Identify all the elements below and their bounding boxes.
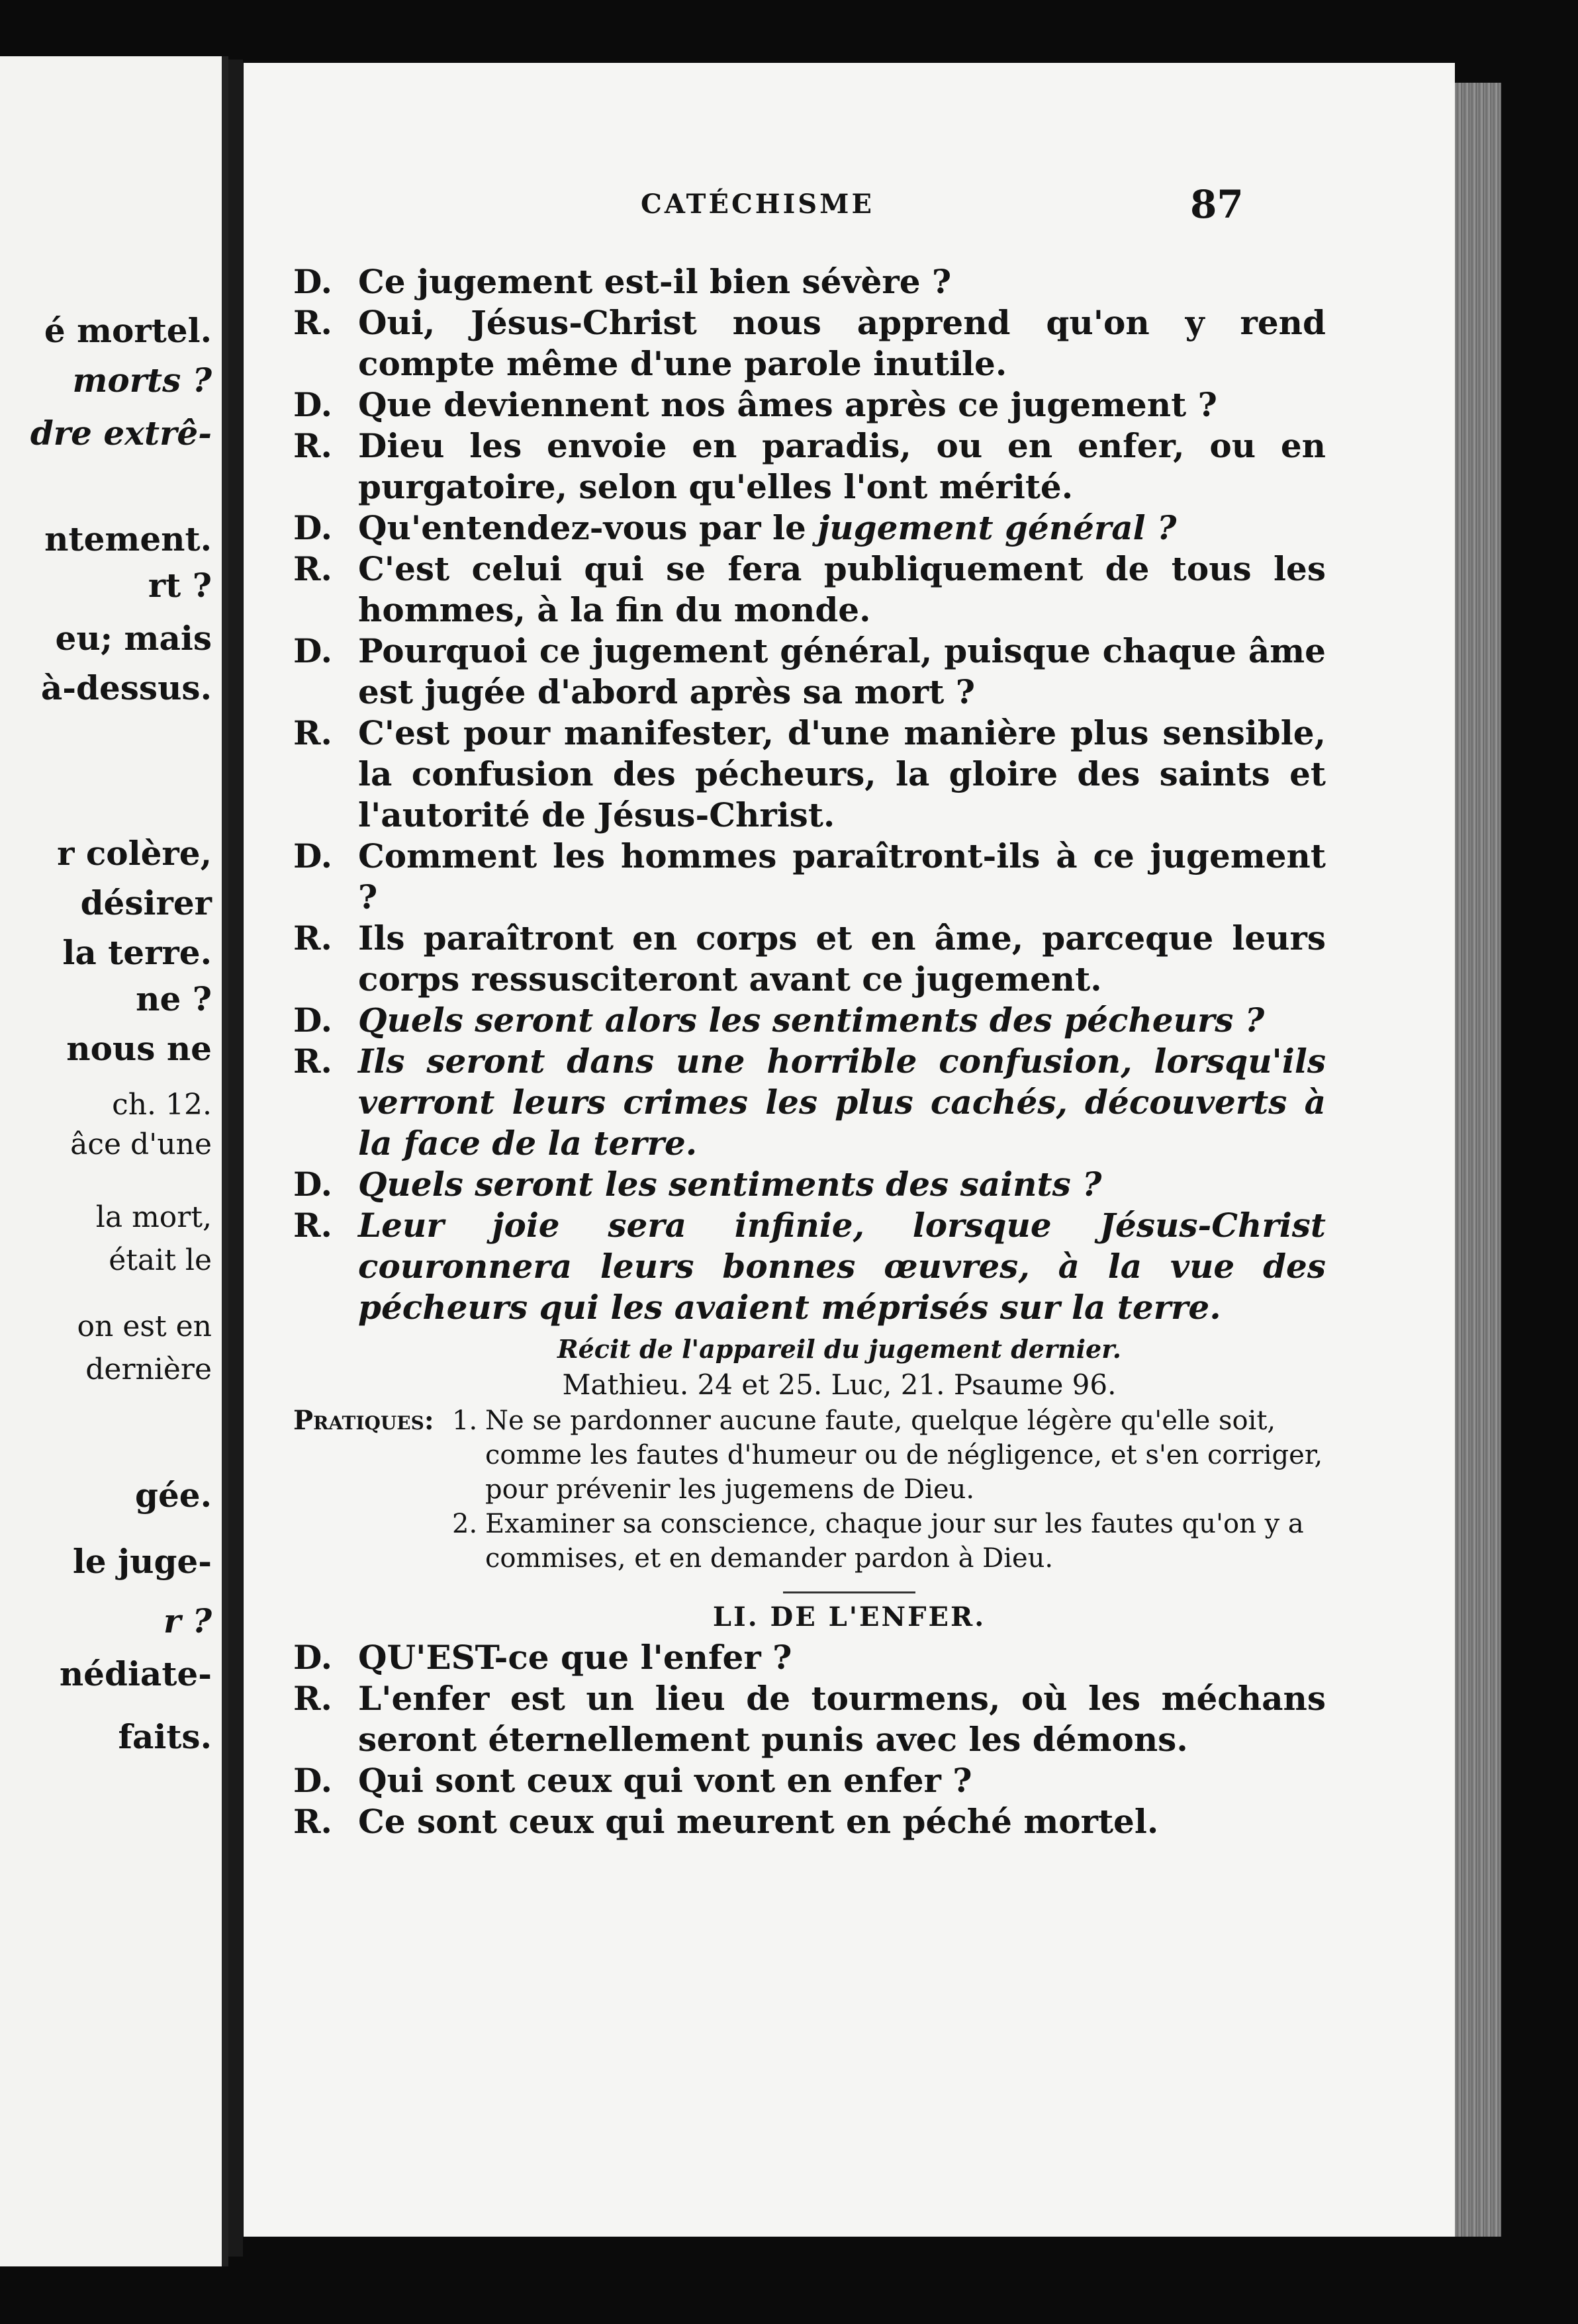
left-page-line: la terre. — [62, 933, 212, 972]
left-page-line: eu; mais — [55, 619, 212, 658]
left-page-line: dernière — [85, 1353, 212, 1386]
qa-item — [293, 918, 1326, 1000]
qa-text: Ils seront dans une horrible confusion, lorsqu'ils verront leurs crimes les plus cachés, découverts à la face de la terre. — [358, 1042, 1326, 1163]
left-page-line: r ? — [163, 1601, 212, 1640]
qa-item — [293, 1678, 1326, 1760]
qa-tag: R. — [293, 1679, 332, 1718]
qa-text: QU'EST-ce que l'enfer ? — [358, 1638, 792, 1677]
qa-tag: R. — [293, 1802, 332, 1841]
qa-tag: R. — [293, 1206, 332, 1245]
qa-tag: D. — [293, 631, 332, 670]
qa-item — [293, 261, 1326, 302]
qa-text: Dieu les envoie en paradis, ou en enfer, ou en purgatoire, selon qu'elles l'ont mérité. — [358, 426, 1326, 506]
left-page-line: ntement. — [44, 519, 212, 559]
qa-text: Quels seront alors les sentiments des pécheurs ? — [358, 1001, 1265, 1040]
qa-tag: D. — [293, 1761, 332, 1800]
left-page-line: le juge- — [72, 1542, 212, 1581]
left-page-line: nous ne — [66, 1029, 212, 1068]
pratiques-label: Pratiques: — [293, 1405, 434, 1436]
pratique-number: 2. — [452, 1509, 478, 1539]
qa-item — [293, 1801, 1326, 1842]
left-page-line: dre extrê- — [30, 414, 212, 453]
qa-text: Qui sont ceux qui vont en enfer ? — [358, 1761, 972, 1800]
qa-text-italic: jugement général ? — [817, 508, 1177, 547]
section-title: LI. DE L'ENFER. — [712, 1601, 986, 1632]
left-page-line: nédiate- — [59, 1654, 212, 1693]
pratique-item-1 — [293, 1404, 1326, 1507]
qa-tag: R. — [293, 426, 332, 465]
qa-item — [293, 1041, 1326, 1164]
page-number: 87 — [1190, 182, 1244, 227]
left-page-line: désirer — [80, 883, 212, 922]
qa-item — [293, 713, 1326, 836]
left-page-line: âce d'une — [70, 1128, 212, 1161]
qa-tag: R. — [293, 713, 332, 752]
left-page-line: faits. — [118, 1717, 212, 1756]
qa-item — [293, 631, 1326, 713]
recit-heading: Récit de l'appareil du jugement dernier. — [557, 1334, 1121, 1364]
qa-text — [358, 508, 1326, 549]
pratique-number: 1. — [452, 1406, 478, 1436]
qa-text-prefix: Qu'entendez-vous par le — [358, 508, 806, 547]
qa-item — [293, 1760, 1326, 1801]
left-page-line: ne ? — [136, 979, 212, 1018]
qa-text: Ils paraîtront en corps et en âme, parceque leurs corps ressusciteront avant ce jugement. — [358, 918, 1326, 999]
left-page-line: morts ? — [72, 361, 212, 400]
section-divider — [783, 1591, 915, 1593]
pratiques-label-spacer — [293, 1507, 452, 1576]
page-body — [293, 261, 1326, 1842]
left-page-line: ch. 12. — [112, 1088, 212, 1122]
scripture-references: Mathieu. 24 et 25. Luc, 21. Psaume 96. — [562, 1368, 1117, 1401]
qa-block-1 — [293, 261, 1326, 508]
qa-tag: D. — [293, 262, 332, 301]
qa-tag: D. — [293, 836, 332, 875]
qa-tag: R. — [293, 549, 332, 588]
book-gutter — [228, 60, 243, 2257]
qa-item — [293, 425, 1326, 508]
left-page-line: r colère, — [57, 834, 212, 873]
qa-tag: D. — [293, 1001, 332, 1040]
qa-item — [293, 836, 1326, 918]
qa-tag: D. — [293, 385, 332, 424]
qa-text: C'est celui qui se fera publiquement de tous les hommes, à la fin du monde. — [358, 549, 1326, 629]
qa-text: Que deviennent nos âmes après ce jugement ? — [358, 385, 1217, 424]
qa-text: Leur joie sera infinie, lorsque Jésus-Christ couronnera leurs bonnes œuvres, à la vue des pécheurs qui les avaient méprisés sur la terre. — [358, 1206, 1326, 1327]
qa-tag: R. — [293, 303, 332, 342]
left-page-line: on est en — [77, 1310, 212, 1343]
qa-tag: D. — [293, 1638, 332, 1677]
qa-text: C'est pour manifester, d'une manière plus sensible, la confusion des pécheurs, la gloire des saints et l'autorité de Jésus-Christ. — [358, 713, 1326, 834]
qa-tag: R. — [293, 1042, 332, 1081]
qa-text: L'enfer est un lieu de tourmens, où les méchans seront éternellement punis avec les démons. — [358, 1679, 1326, 1759]
left-page-line: é mortel. — [44, 311, 212, 350]
qa-text: Ce sont ceux qui meurent en péché mortel. — [358, 1802, 1159, 1841]
page-edge-stack — [1455, 83, 1501, 2237]
qa-text: Pourquoi ce jugement général, puisque chaque âme est jugée d'abord après sa mort ? — [358, 631, 1326, 711]
left-page-fragment — [0, 56, 228, 2266]
qa-item — [293, 1637, 1326, 1678]
qa-item — [293, 384, 1326, 425]
right-page — [244, 63, 1455, 2237]
qa-item — [293, 1000, 1326, 1041]
qa-item — [293, 508, 1326, 549]
page-header — [244, 182, 1455, 228]
qa-item — [293, 549, 1326, 631]
qa-text: Quels seront les sentiments des saints ? — [358, 1165, 1102, 1204]
qa-text: Comment les hommes paraîtront-ils à ce jugement ? — [358, 836, 1326, 916]
pratique-item-2 — [293, 1507, 1326, 1576]
qa-item — [293, 302, 1326, 384]
qa-block-italic — [293, 1000, 1326, 1328]
left-page-line: gée. — [135, 1476, 212, 1515]
qa-item — [293, 1164, 1326, 1205]
qa-text: Oui, Jésus-Christ nous apprend qu'on y rend compte même d'une parole inutile. — [358, 303, 1326, 383]
qa-tag: R. — [293, 918, 332, 958]
pratique-text: Ne se pardonner aucune faute, quelque légère qu'elle soit, comme les fautes d'humeur ou de négligence, et s'en corriger, pour prévenir les jugemens de Dieu. — [485, 1406, 1323, 1505]
running-title: CATÉCHISME — [641, 189, 874, 220]
left-page-line: à-dessus. — [40, 668, 212, 707]
qa-text: Ce jugement est-il bien sévère ? — [358, 262, 952, 301]
qa-tag: D. — [293, 508, 332, 547]
qa-item — [293, 1205, 1326, 1328]
qa-block-3 — [293, 1637, 1326, 1842]
left-page-line: rt ? — [148, 566, 212, 605]
left-page-line: la mort, — [95, 1200, 212, 1234]
qa-block-2 — [293, 549, 1326, 1000]
left-page-line: était le — [109, 1243, 212, 1277]
pratique-text: Examiner sa conscience, chaque jour sur les fautes qu'on y a commises, et en demander pardon à Dieu. — [485, 1509, 1304, 1574]
qa-tag: D. — [293, 1165, 332, 1204]
